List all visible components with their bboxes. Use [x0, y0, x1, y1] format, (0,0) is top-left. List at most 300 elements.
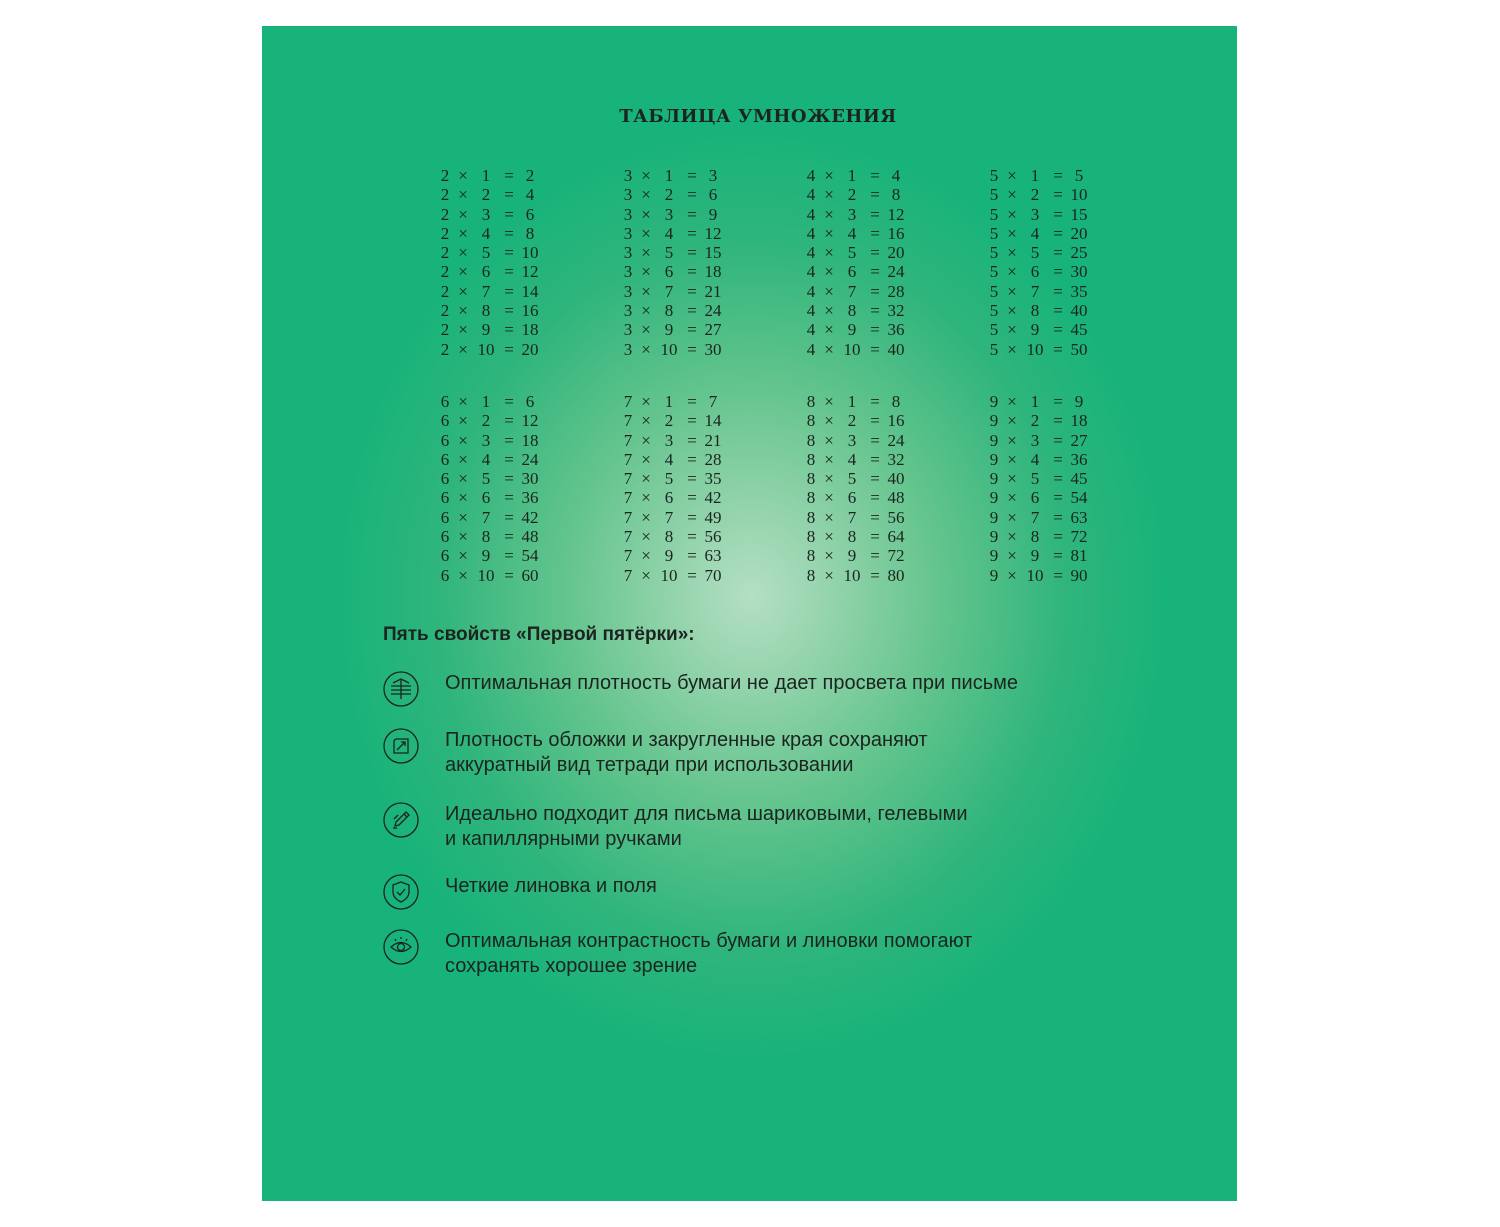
equals-sign: = [687, 339, 697, 359]
factor-a: 4 [806, 223, 816, 243]
equals-sign: = [687, 223, 697, 243]
factor-b: 5 [1030, 469, 1040, 489]
product: 45 [1070, 320, 1088, 340]
times-sign: × [824, 469, 834, 489]
product: 48 [521, 527, 539, 547]
product: 30 [521, 469, 539, 489]
product: 28 [704, 449, 722, 469]
times-sign: × [824, 223, 834, 243]
times-sign: × [1007, 392, 1017, 411]
property-line: Оптимальная плотность бумаги не дает просвета при письме [445, 672, 1019, 694]
times-sign: × [458, 223, 468, 243]
equation-row [804, 205, 906, 224]
product: 32 [887, 301, 905, 321]
times-sign: × [1007, 507, 1017, 527]
times-sign: × [1007, 185, 1017, 205]
factor-a: 8 [806, 469, 816, 489]
factor-a: 2 [440, 185, 450, 205]
factor-a: 9 [989, 488, 999, 508]
times-sign: × [458, 166, 468, 185]
times-sign: × [458, 320, 468, 340]
times-sign: × [641, 565, 651, 585]
property-line: Идеально подходит для письма шариковыми, гелевыми [445, 803, 968, 825]
factor-b: 3 [1030, 204, 1040, 224]
equals-sign: = [504, 243, 514, 263]
product: 40 [1070, 301, 1088, 321]
factor-b: 9 [481, 546, 491, 566]
factor-b: 1 [1030, 166, 1040, 185]
times-sign: × [1007, 223, 1017, 243]
factor-a: 2 [440, 243, 450, 263]
equals-sign: = [1053, 262, 1063, 282]
product: 4 [891, 166, 901, 185]
equation-row [621, 262, 723, 281]
product: 8 [891, 392, 901, 411]
product: 9 [708, 204, 718, 224]
equals-sign: = [870, 301, 880, 321]
product: 6 [525, 392, 535, 411]
equation-row [804, 411, 906, 430]
product: 28 [887, 281, 905, 301]
product: 18 [704, 262, 722, 282]
factor-a: 3 [623, 223, 633, 243]
times-sign: × [824, 262, 834, 282]
equals-sign: = [870, 411, 880, 431]
factor-a: 4 [806, 166, 816, 185]
factor-b: 4 [664, 223, 674, 243]
equation-row [438, 469, 540, 488]
times-sign: × [458, 339, 468, 359]
factor-a: 9 [989, 546, 999, 566]
factor-a: 2 [440, 204, 450, 224]
times-sign: × [1007, 301, 1017, 321]
factor-a: 4 [806, 320, 816, 340]
times-sign: × [1007, 449, 1017, 469]
equals-sign: = [870, 281, 880, 301]
times-sign: × [641, 469, 651, 489]
rounded-corner-icon [383, 728, 419, 764]
factor-a: 8 [806, 449, 816, 469]
factor-b: 6 [847, 488, 857, 508]
equation-row [621, 205, 723, 224]
times-sign: × [1007, 243, 1017, 263]
times-sign: × [641, 204, 651, 224]
times-sign: × [824, 166, 834, 185]
product: 50 [1070, 339, 1088, 359]
product: 16 [521, 301, 539, 321]
times-sign: × [1007, 469, 1017, 489]
property-item [383, 929, 1143, 979]
factor-a: 3 [623, 243, 633, 263]
equation-row [621, 243, 723, 262]
equals-sign: = [870, 339, 880, 359]
factor-a: 5 [989, 243, 999, 263]
equals-sign: = [687, 527, 697, 547]
equals-sign: = [1053, 243, 1063, 263]
equation-row [438, 340, 540, 359]
times-sign: × [458, 488, 468, 508]
factor-a: 5 [989, 185, 999, 205]
factor-a: 4 [806, 262, 816, 282]
equals-sign: = [504, 507, 514, 527]
factor-a: 2 [440, 166, 450, 185]
equals-sign: = [687, 507, 697, 527]
equals-sign: = [504, 565, 514, 585]
product: 36 [521, 488, 539, 508]
factor-a: 2 [440, 320, 450, 340]
factor-a: 5 [989, 339, 999, 359]
factor-a: 2 [440, 339, 450, 359]
times-sign: × [458, 243, 468, 263]
times-sign: × [458, 546, 468, 566]
factor-a: 6 [440, 430, 450, 450]
product: 32 [887, 449, 905, 469]
equals-sign: = [504, 339, 514, 359]
factor-b: 2 [847, 185, 857, 205]
equation-row [987, 205, 1089, 224]
equals-sign: = [504, 527, 514, 547]
factor-b: 4 [481, 449, 491, 469]
product: 56 [704, 527, 722, 547]
factor-b: 2 [481, 185, 491, 205]
equals-sign: = [1053, 223, 1063, 243]
equals-sign: = [870, 185, 880, 205]
shield-check-icon [383, 874, 419, 910]
factor-a: 6 [440, 565, 450, 585]
equation-row [438, 282, 540, 301]
equation-row [621, 282, 723, 301]
equation-row [438, 320, 540, 339]
factor-a: 8 [806, 430, 816, 450]
product: 21 [704, 430, 722, 450]
property-text [445, 929, 1125, 979]
product: 16 [887, 411, 905, 431]
factor-b: 2 [1030, 185, 1040, 205]
factor-a: 9 [989, 507, 999, 527]
times-sign: × [458, 281, 468, 301]
factor-b: 9 [664, 320, 674, 340]
equals-sign: = [687, 411, 697, 431]
property-line: Оптимальная контрастность бумаги и линовки помогают [445, 930, 973, 952]
times-sign: × [824, 243, 834, 263]
times-sign: × [458, 411, 468, 431]
equals-sign: = [504, 223, 514, 243]
times-sign: × [1007, 281, 1017, 301]
equals-sign: = [687, 243, 697, 263]
equals-sign: = [870, 449, 880, 469]
factor-b: 5 [664, 469, 674, 489]
factor-b: 5 [481, 243, 491, 263]
factor-b: 2 [481, 411, 491, 431]
equals-sign: = [1053, 546, 1063, 566]
product: 15 [1070, 204, 1088, 224]
times-sign: × [824, 565, 834, 585]
factor-a: 7 [623, 527, 633, 547]
factor-b: 6 [1030, 262, 1040, 282]
factor-b: 9 [847, 546, 857, 566]
factor-b: 7 [481, 281, 491, 301]
equals-sign: = [870, 392, 880, 411]
product: 3 [708, 166, 718, 185]
product: 72 [1070, 527, 1088, 547]
factor-b: 4 [481, 223, 491, 243]
factor-b: 6 [847, 262, 857, 282]
table-block-9 [987, 392, 1089, 585]
property-item [383, 728, 1143, 778]
product: 36 [887, 320, 905, 340]
equation-row [621, 320, 723, 339]
factor-a: 6 [440, 469, 450, 489]
product: 21 [704, 281, 722, 301]
equals-sign: = [1053, 430, 1063, 450]
factor-b: 7 [664, 507, 674, 527]
times-sign: × [1007, 411, 1017, 431]
times-sign: × [458, 449, 468, 469]
equation-row [621, 392, 723, 411]
times-sign: × [458, 204, 468, 224]
equation-row [987, 392, 1089, 411]
factor-b: 8 [664, 301, 674, 321]
equals-sign: = [687, 565, 697, 585]
equals-sign: = [687, 204, 697, 224]
factor-b: 9 [847, 320, 857, 340]
factor-b: 8 [847, 527, 857, 547]
equals-sign: = [1053, 320, 1063, 340]
factor-a: 5 [989, 204, 999, 224]
times-sign: × [458, 185, 468, 205]
equation-row [987, 224, 1089, 243]
page-title: ТАБЛИЦА УМНОЖЕНИЯ [619, 106, 897, 127]
equals-sign: = [687, 469, 697, 489]
product: 48 [887, 488, 905, 508]
equation-row [621, 488, 723, 507]
product: 18 [1070, 411, 1088, 431]
equals-sign: = [504, 320, 514, 340]
times-sign: × [641, 449, 651, 469]
product: 54 [1070, 488, 1088, 508]
equals-sign: = [687, 320, 697, 340]
factor-b: 8 [481, 527, 491, 547]
equation-row [804, 320, 906, 339]
equals-sign: = [1053, 281, 1063, 301]
equals-sign: = [687, 185, 697, 205]
equation-row [438, 185, 540, 204]
product: 49 [704, 507, 722, 527]
factor-b: 10 [1026, 339, 1044, 359]
equals-sign: = [870, 262, 880, 282]
product: 54 [521, 546, 539, 566]
equals-sign: = [870, 469, 880, 489]
product: 16 [887, 223, 905, 243]
factor-a: 9 [989, 411, 999, 431]
equals-sign: = [870, 507, 880, 527]
equation-row [987, 243, 1089, 262]
equation-row [987, 469, 1089, 488]
equation-row [621, 431, 723, 450]
equals-sign: = [870, 488, 880, 508]
table-block-6 [438, 392, 540, 585]
equation-row [621, 527, 723, 546]
times-sign: × [1007, 488, 1017, 508]
factor-a: 7 [623, 469, 633, 489]
times-sign: × [824, 185, 834, 205]
equation-row [804, 262, 906, 281]
factor-b: 3 [481, 204, 491, 224]
equation-row [438, 431, 540, 450]
factor-b: 10 [477, 339, 495, 359]
factor-a: 5 [989, 223, 999, 243]
times-sign: × [824, 301, 834, 321]
factor-a: 2 [440, 223, 450, 243]
factor-b: 5 [1030, 243, 1040, 263]
product: 72 [887, 546, 905, 566]
table-block-5 [987, 166, 1089, 359]
equals-sign: = [1053, 507, 1063, 527]
equation-row [804, 224, 906, 243]
times-sign: × [458, 392, 468, 411]
equals-sign: = [687, 449, 697, 469]
equation-row [438, 508, 540, 527]
product: 63 [704, 546, 722, 566]
equation-row [987, 508, 1089, 527]
factor-a: 5 [989, 301, 999, 321]
equation-row [621, 566, 723, 585]
factor-a: 8 [806, 411, 816, 431]
property-text [445, 874, 1125, 899]
equals-sign: = [504, 469, 514, 489]
eye-icon [383, 929, 419, 965]
product: 36 [1070, 449, 1088, 469]
times-sign: × [641, 507, 651, 527]
factor-b: 1 [664, 392, 674, 411]
equation-row [804, 340, 906, 359]
equation-row [621, 469, 723, 488]
factor-a: 3 [623, 204, 633, 224]
equals-sign: = [870, 320, 880, 340]
times-sign: × [824, 204, 834, 224]
factor-a: 4 [806, 281, 816, 301]
product: 18 [521, 430, 539, 450]
equals-sign: = [1053, 166, 1063, 185]
factor-a: 5 [989, 320, 999, 340]
equation-row [621, 166, 723, 185]
factor-b: 10 [843, 565, 861, 585]
factor-a: 9 [989, 392, 999, 411]
property-line: аккуратный вид тетради при использовании [445, 754, 854, 776]
equation-row [987, 320, 1089, 339]
property-line: и капиллярными ручками [445, 828, 682, 850]
times-sign: × [458, 507, 468, 527]
equals-sign: = [870, 204, 880, 224]
equation-row [804, 469, 906, 488]
product: 5 [1074, 166, 1084, 185]
times-sign: × [641, 223, 651, 243]
factor-a: 4 [806, 301, 816, 321]
times-sign: × [641, 243, 651, 263]
factor-b: 3 [1030, 430, 1040, 450]
times-sign: × [641, 339, 651, 359]
factor-b: 4 [664, 449, 674, 469]
factor-b: 4 [1030, 449, 1040, 469]
factor-a: 8 [806, 546, 816, 566]
times-sign: × [458, 565, 468, 585]
equals-sign: = [504, 392, 514, 411]
factor-a: 5 [989, 262, 999, 282]
factor-b: 5 [481, 469, 491, 489]
equals-sign: = [870, 166, 880, 185]
factor-a: 7 [623, 565, 633, 585]
factor-b: 1 [847, 392, 857, 411]
factor-b: 1 [481, 392, 491, 411]
times-sign: × [641, 527, 651, 547]
equals-sign: = [504, 449, 514, 469]
equals-sign: = [504, 301, 514, 321]
factor-a: 7 [623, 449, 633, 469]
factor-b: 6 [481, 262, 491, 282]
equals-sign: = [1053, 411, 1063, 431]
factor-a: 6 [440, 488, 450, 508]
factor-a: 2 [440, 262, 450, 282]
factor-a: 9 [989, 430, 999, 450]
equals-sign: = [687, 262, 697, 282]
times-sign: × [641, 281, 651, 301]
times-sign: × [1007, 565, 1017, 585]
factor-b: 8 [664, 527, 674, 547]
equation-row [804, 392, 906, 411]
properties-heading: Пять свойств «Первой пятёрки»: [383, 624, 695, 645]
property-text [445, 728, 1125, 778]
equation-row [621, 411, 723, 430]
equals-sign: = [1053, 301, 1063, 321]
factor-a: 7 [623, 411, 633, 431]
equation-row [987, 488, 1089, 507]
factor-a: 8 [806, 527, 816, 547]
product: 8 [891, 185, 901, 205]
factor-b: 5 [847, 469, 857, 489]
product: 63 [1070, 507, 1088, 527]
factor-b: 8 [847, 301, 857, 321]
factor-a: 4 [806, 185, 816, 205]
times-sign: × [1007, 262, 1017, 282]
factor-a: 7 [623, 488, 633, 508]
equation-row [987, 450, 1089, 469]
equation-row [987, 431, 1089, 450]
equals-sign: = [1053, 185, 1063, 205]
product: 14 [521, 281, 539, 301]
times-sign: × [641, 320, 651, 340]
table-block-4 [804, 166, 906, 359]
equation-row [621, 450, 723, 469]
equals-sign: = [504, 166, 514, 185]
equals-sign: = [870, 527, 880, 547]
times-sign: × [1007, 430, 1017, 450]
equation-row [987, 527, 1089, 546]
equation-row [804, 488, 906, 507]
factor-a: 6 [440, 411, 450, 431]
factor-b: 9 [481, 320, 491, 340]
product: 7 [708, 392, 718, 411]
product: 25 [1070, 243, 1088, 263]
notebook-back-cover [262, 26, 1237, 1201]
equation-row [987, 262, 1089, 281]
equals-sign: = [504, 430, 514, 450]
factor-b: 2 [1030, 411, 1040, 431]
factor-b: 1 [1030, 392, 1040, 411]
product: 10 [521, 243, 539, 263]
product: 24 [887, 430, 905, 450]
factor-b: 2 [664, 185, 674, 205]
factor-b: 3 [847, 430, 857, 450]
